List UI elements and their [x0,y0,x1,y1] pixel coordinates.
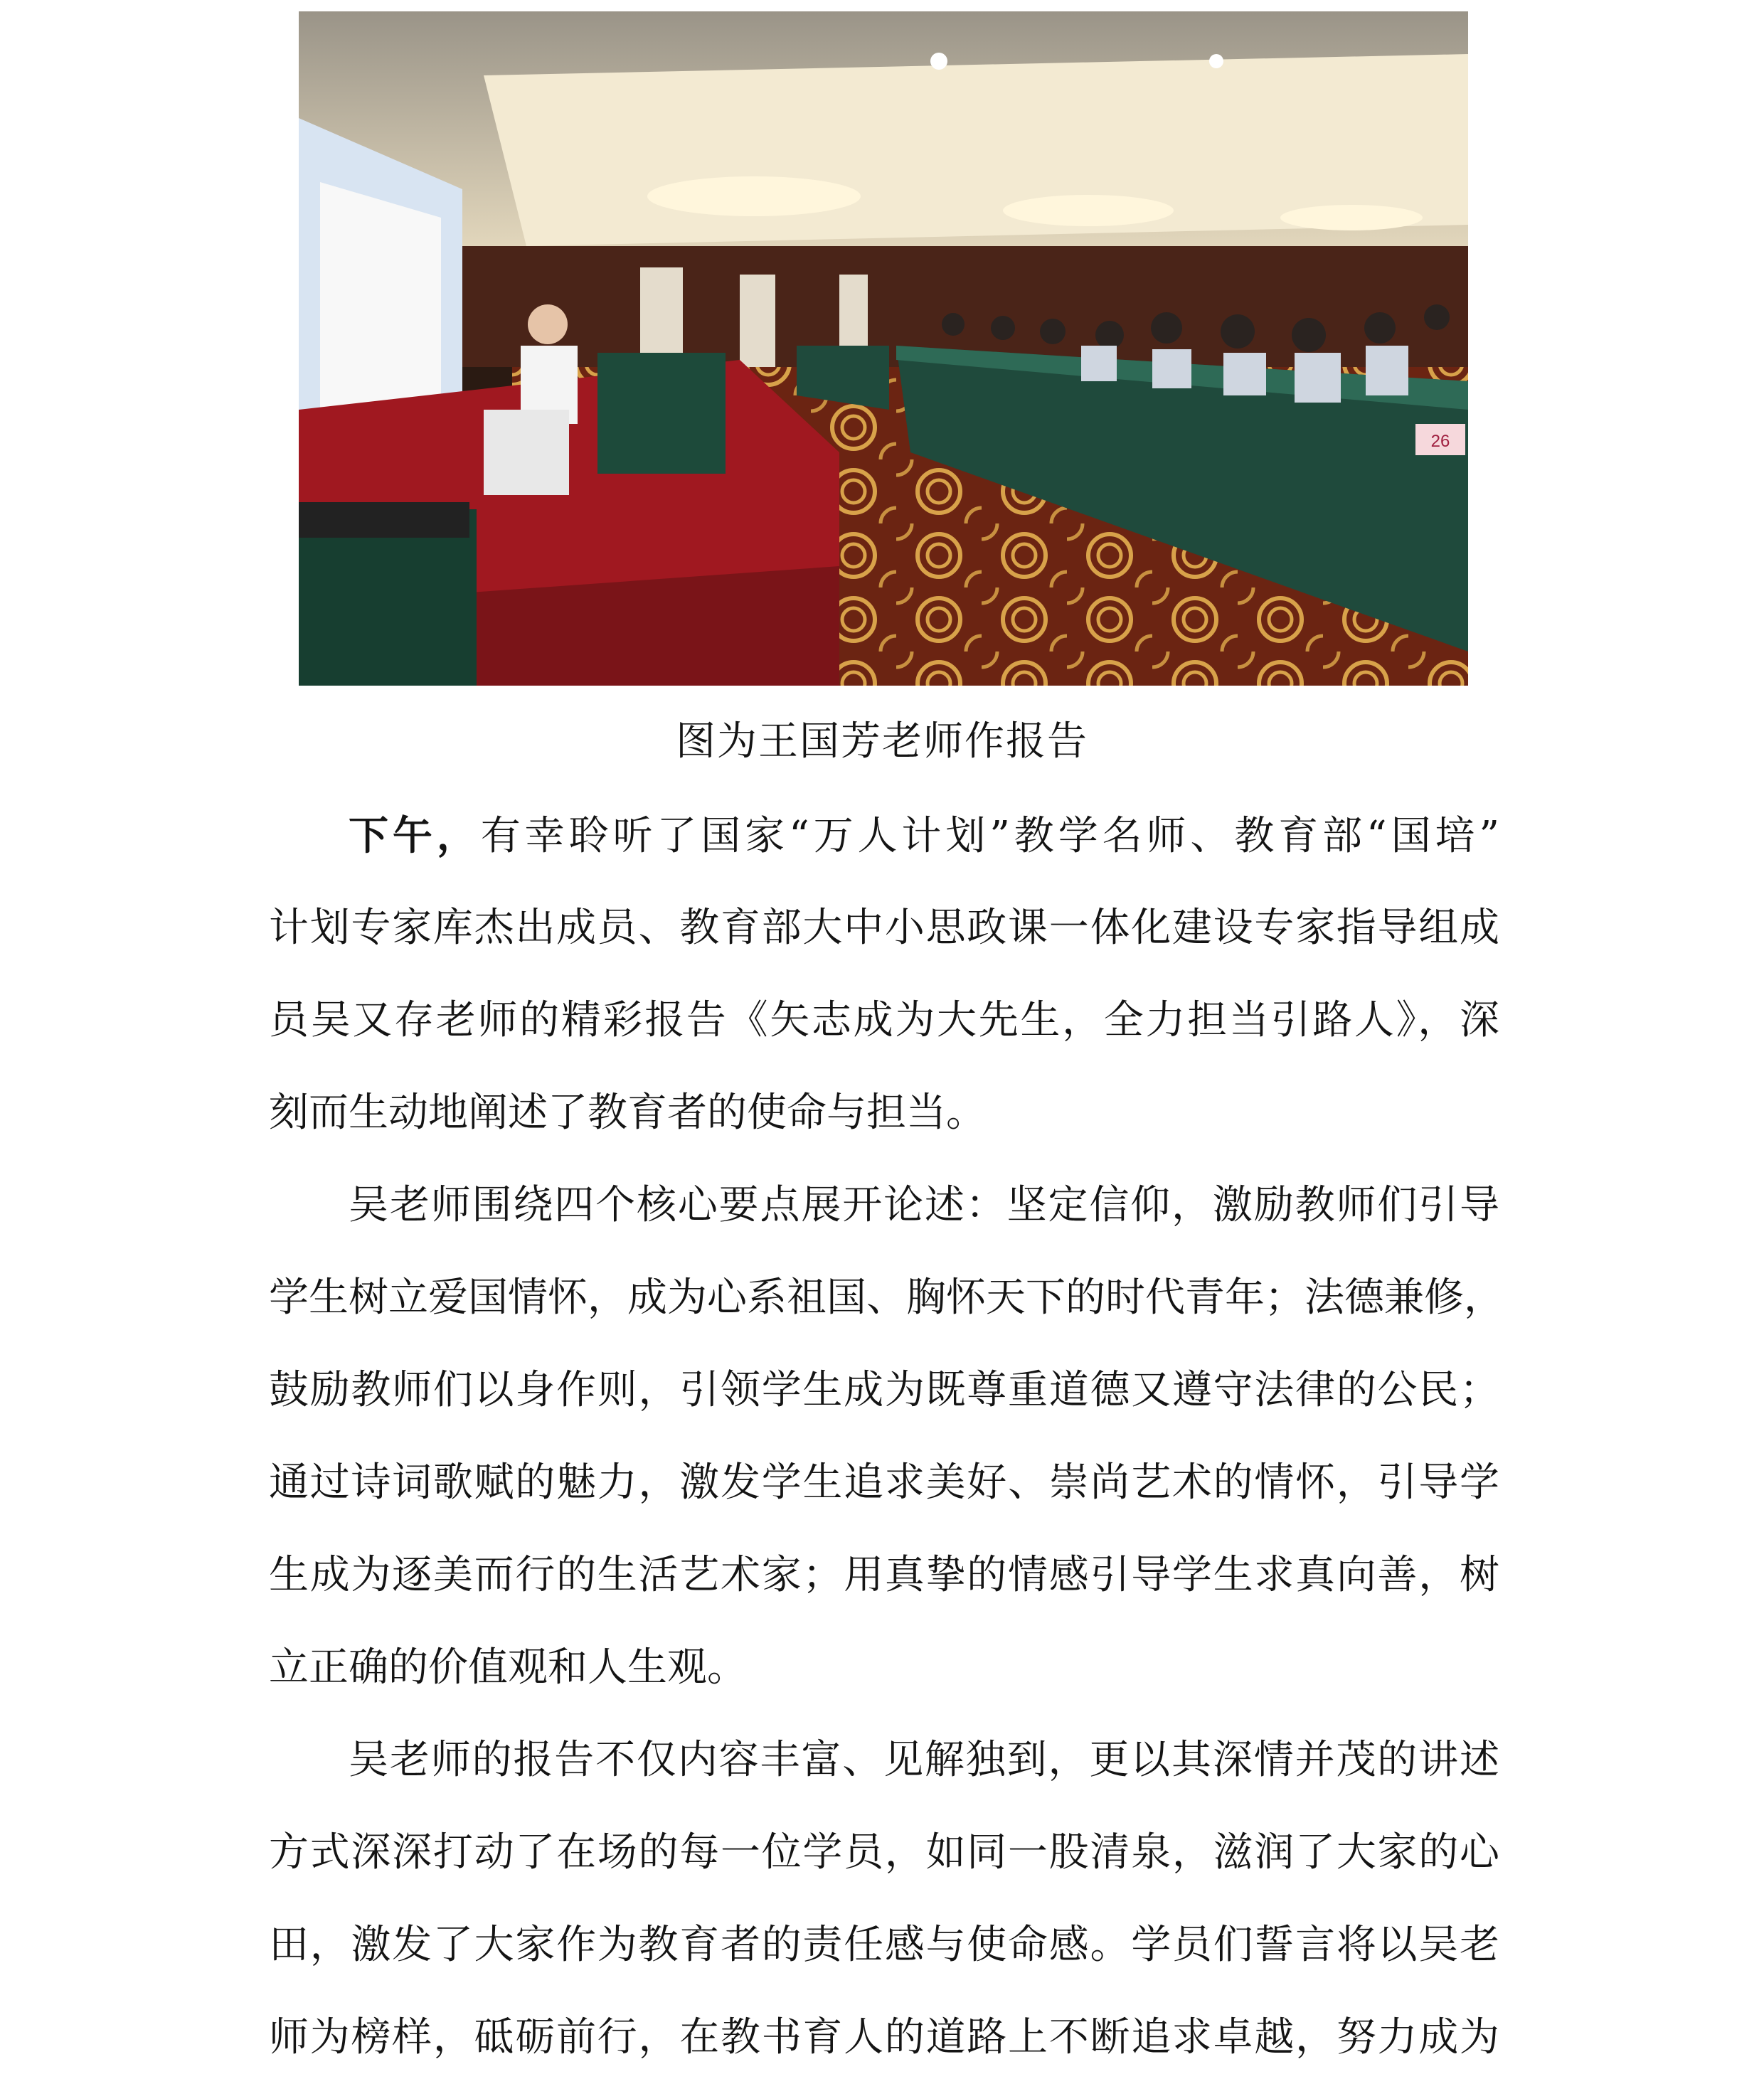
paragraph-2-line-1: 吴老师围绕四个核心要点展开论述：坚定信仰，激励教师们引导 [349,1182,1499,1228]
conference-photo [299,11,1468,686]
paragraph-lead: 下午， [349,812,481,859]
paragraph-2-line-4: 通过诗词歌赋的魅力，激发学生追求美好、崇尚艺术的情怀，引导学 [269,1459,1499,1506]
paragraph-3-line-3: 田，激发了大家作为教育者的责任感与使命感。学员们誓言将以吴老 [269,1922,1499,1968]
table-card-number: 26 [1430,432,1450,451]
paragraph-3-line-4: 师为榜样，砥砺前行，在教书育人的道路上不断追求卓越，努力成为 [269,2014,1499,2060]
figure-caption: 图为王国芳老师作报告 [676,718,1088,765]
paragraph-2-line-5: 生成为逐美而行的生活艺术家；用真挚的情感引导学生求真向善，树 [269,1552,1499,1598]
paragraph-2-line-6: 立正确的价值观和人生观。 [269,1644,747,1691]
paragraph-1-line-3: 员吴又存老师的精彩报告《矢志成为大先生，全力担当引路人》，深 [269,997,1499,1043]
paragraph-text: 有幸聆听了国家“万人计划”教学名师、教育部“国培” [480,813,1500,859]
paragraph-3-line-2: 方式深深打动了在场的每一位学员，如同一股清泉，滋润了大家的心 [269,1829,1499,1876]
conference-room-illustration [299,11,1468,686]
paragraph-1-line-2: 计划专家库杰出成员、教育部大中小思政课一体化建设专家指导组成 [269,905,1499,951]
paragraph-2-line-3: 鼓励教师们以身作则，引领学生成为既尊重道德又遵守法律的公民； [269,1367,1499,1413]
paragraph-1-line-1 [349,804,1499,868]
paragraph-1-line-4: 刻而生动地阐述了教育者的使命与担当。 [269,1090,986,1136]
paragraph-2-line-2: 学生树立爱国情怀，成为心系祖国、胸怀天下的时代青年；法德兼修， [269,1275,1504,1321]
paragraph-3-line-1: 吴老师的报告不仅内容丰富、见解独到，更以其深情并茂的讲述 [349,1737,1499,1783]
